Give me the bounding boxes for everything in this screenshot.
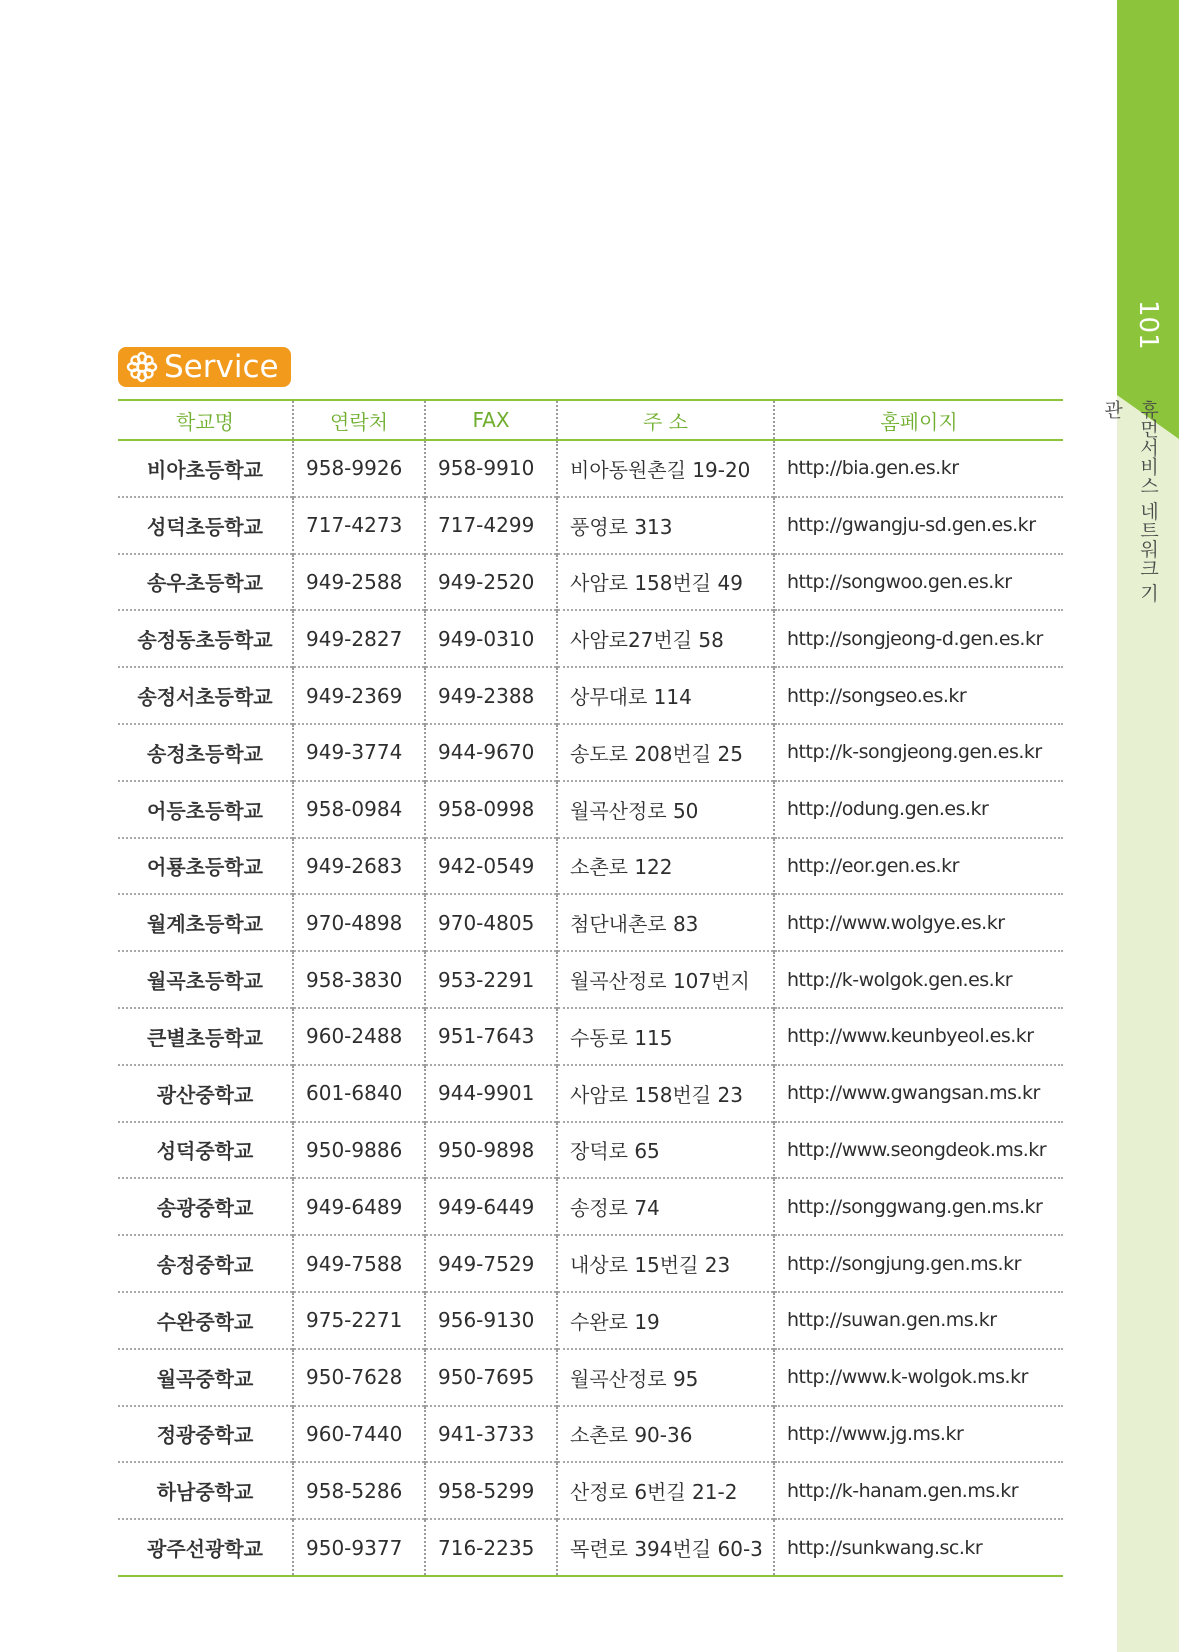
school-directory-table	[118, 399, 1063, 1577]
header-homepage: 홈페이지	[774, 400, 1063, 440]
fax-cell: 949-6449	[425, 1178, 557, 1235]
table-header-row	[118, 400, 1063, 440]
homepage-link[interactable]: http://www.gwangsan.ms.kr	[774, 1065, 1063, 1122]
header-address: 주 소	[557, 400, 774, 440]
address-cell: 장덕로 65	[557, 1122, 774, 1179]
table-row	[118, 554, 1063, 611]
homepage-link[interactable]: http://www.jg.ms.kr	[774, 1406, 1063, 1463]
fax-cell: 950-7695	[425, 1349, 557, 1406]
homepage-link[interactable]: http://songgwang.gen.ms.kr	[774, 1178, 1063, 1235]
school-name-cell: 큰별초등학교	[147, 1025, 263, 1050]
school-name-cell: 광주선광학교	[147, 1537, 263, 1562]
fax-cell: 958-0998	[425, 781, 557, 838]
school-name-cell: 광산중학교	[156, 1082, 254, 1107]
school-name-cell: 송정동초등학교	[137, 628, 273, 653]
phone-cell: 975-2271	[293, 1292, 425, 1349]
table-row	[118, 1292, 1063, 1349]
homepage-link[interactable]: http://suwan.gen.ms.kr	[774, 1292, 1063, 1349]
homepage-link[interactable]: http://www.seongdeok.ms.kr	[774, 1122, 1063, 1179]
header-school-name: 학교명	[176, 409, 234, 434]
homepage-link[interactable]: http://bia.gen.es.kr	[774, 440, 1063, 497]
fax-cell: 958-9910	[425, 440, 557, 497]
phone-cell: 949-7588	[293, 1235, 425, 1292]
address-cell: 산정로 6번길 21-2	[557, 1462, 774, 1519]
address-cell: 송정로 74	[557, 1178, 774, 1235]
school-name-cell: 어등초등학교	[147, 798, 263, 823]
fax-cell: 717-4299	[425, 497, 557, 554]
phone-cell: 717-4273	[293, 497, 425, 554]
table-row	[118, 724, 1063, 781]
phone-cell: 950-7628	[293, 1349, 425, 1406]
school-name-cell: 비아초등학교	[147, 457, 263, 482]
service-badge-label: Service	[164, 349, 279, 385]
homepage-link[interactable]: http://k-wolgok.gen.es.kr	[774, 951, 1063, 1008]
table-row	[118, 1235, 1063, 1292]
phone-cell: 949-2369	[293, 667, 425, 724]
phone-cell: 949-3774	[293, 724, 425, 781]
fax-cell: 941-3733	[425, 1406, 557, 1463]
fax-cell: 949-2520	[425, 554, 557, 611]
table-row	[118, 440, 1063, 497]
fax-cell: 944-9670	[425, 724, 557, 781]
phone-cell: 950-9886	[293, 1122, 425, 1179]
address-cell: 비아동원촌길 19-20	[557, 440, 774, 497]
phone-cell: 970-4898	[293, 894, 425, 951]
school-name-cell: 송정서초등학교	[137, 685, 273, 710]
school-name-cell: 송우초등학교	[147, 571, 263, 596]
homepage-link[interactable]: http://k-songjeong.gen.es.kr	[774, 724, 1063, 781]
phone-cell: 960-7440	[293, 1406, 425, 1463]
side-section-title: 휴먼서비스 네트워크 기관	[1101, 400, 1159, 603]
address-cell: 월곡산정로 50	[557, 781, 774, 838]
school-name-cell: 성덕초등학교	[147, 514, 263, 539]
homepage-link[interactable]: http://www.keunbyeol.es.kr	[774, 1008, 1063, 1065]
table-row	[118, 1406, 1063, 1463]
school-name-cell: 송정초등학교	[147, 741, 263, 766]
homepage-link[interactable]: http://songwoo.gen.es.kr	[774, 554, 1063, 611]
table-row	[118, 1349, 1063, 1406]
phone-cell: 958-5286	[293, 1462, 425, 1519]
fax-cell: 942-0549	[425, 838, 557, 895]
address-cell: 첨단내촌로 83	[557, 894, 774, 951]
header-phone: 연락처	[293, 400, 425, 440]
table-row	[118, 951, 1063, 1008]
table-row	[118, 894, 1063, 951]
homepage-link[interactable]: http://sunkwang.sc.kr	[774, 1519, 1063, 1576]
address-cell: 내상로 15번길 23	[557, 1235, 774, 1292]
fax-cell: 949-2388	[425, 667, 557, 724]
phone-cell: 949-2588	[293, 554, 425, 611]
school-name-cell: 월곡중학교	[156, 1366, 254, 1391]
phone-cell: 601-6840	[293, 1065, 425, 1122]
school-name-cell: 정광중학교	[156, 1423, 254, 1448]
homepage-link[interactable]: http://songjung.gen.ms.kr	[774, 1235, 1063, 1292]
homepage-link[interactable]: http://odung.gen.es.kr	[774, 781, 1063, 838]
address-cell: 상무대로 114	[557, 667, 774, 724]
phone-cell: 950-9377	[293, 1519, 425, 1576]
homepage-link[interactable]: http://songseo.es.kr	[774, 667, 1063, 724]
service-badge	[118, 347, 291, 387]
phone-cell: 958-3830	[293, 951, 425, 1008]
address-cell: 수동로 115	[557, 1008, 774, 1065]
fax-cell: 950-9898	[425, 1122, 557, 1179]
fax-cell: 949-0310	[425, 610, 557, 667]
homepage-link[interactable]: http://k-hanam.gen.ms.kr	[774, 1462, 1063, 1519]
address-cell: 목련로 394번길 60-3	[557, 1519, 774, 1576]
homepage-link[interactable]: http://www.k-wolgok.ms.kr	[774, 1349, 1063, 1406]
phone-cell: 960-2488	[293, 1008, 425, 1065]
school-name-cell: 월계초등학교	[147, 912, 263, 937]
phone-cell: 949-6489	[293, 1178, 425, 1235]
homepage-link[interactable]: http://eor.gen.es.kr	[774, 838, 1063, 895]
address-cell: 사암로27번길 58	[557, 610, 774, 667]
table-row	[118, 838, 1063, 895]
fax-cell: 958-5299	[425, 1462, 557, 1519]
school-name-cell: 송광중학교	[156, 1196, 254, 1221]
homepage-link[interactable]: http://gwangju-sd.gen.es.kr	[774, 497, 1063, 554]
address-cell: 송도로 208번길 25	[557, 724, 774, 781]
phone-cell: 958-0984	[293, 781, 425, 838]
table-row	[118, 1519, 1063, 1576]
fax-cell: 716-2235	[425, 1519, 557, 1576]
fax-cell: 944-9901	[425, 1065, 557, 1122]
table-row	[118, 610, 1063, 667]
page-number: 101	[1133, 300, 1163, 350]
phone-cell: 949-2683	[293, 838, 425, 895]
table-row	[118, 1065, 1063, 1122]
phone-cell: 949-2827	[293, 610, 425, 667]
table-row	[118, 667, 1063, 724]
table-row	[118, 1178, 1063, 1235]
address-cell: 소촌로 122	[557, 838, 774, 895]
homepage-link[interactable]: http://songjeong-d.gen.es.kr	[774, 610, 1063, 667]
address-cell: 사암로 158번길 23	[557, 1065, 774, 1122]
table-body	[118, 440, 1063, 1576]
fax-cell: 953-2291	[425, 951, 557, 1008]
phone-cell: 958-9926	[293, 440, 425, 497]
side-tab	[1101, 0, 1179, 1652]
table-row	[118, 1462, 1063, 1519]
fax-cell: 956-9130	[425, 1292, 557, 1349]
school-name-cell: 송정중학교	[156, 1253, 254, 1278]
school-name-cell: 성덕중학교	[156, 1139, 254, 1164]
address-cell: 소촌로 90-36	[557, 1406, 774, 1463]
address-cell: 월곡산정로 95	[557, 1349, 774, 1406]
table-row	[118, 497, 1063, 554]
school-name-cell: 하남중학교	[156, 1480, 254, 1505]
school-name-cell: 월곡초등학교	[147, 969, 263, 994]
address-cell: 수완로 19	[557, 1292, 774, 1349]
address-cell: 월곡산정로 107번지	[557, 951, 774, 1008]
fax-cell: 951-7643	[425, 1008, 557, 1065]
table-row	[118, 1122, 1063, 1179]
fax-cell: 970-4805	[425, 894, 557, 951]
fax-cell: 949-7529	[425, 1235, 557, 1292]
table-row	[118, 781, 1063, 838]
homepage-link[interactable]: http://www.wolgye.es.kr	[774, 894, 1063, 951]
school-name-cell: 어룡초등학교	[147, 855, 263, 880]
school-name-cell: 수완중학교	[156, 1309, 254, 1334]
address-cell: 사암로 158번길 49	[557, 554, 774, 611]
header-fax: FAX	[425, 400, 557, 440]
table-row	[118, 1008, 1063, 1065]
gear-flower-icon	[126, 351, 158, 383]
address-cell: 풍영로 313	[557, 497, 774, 554]
